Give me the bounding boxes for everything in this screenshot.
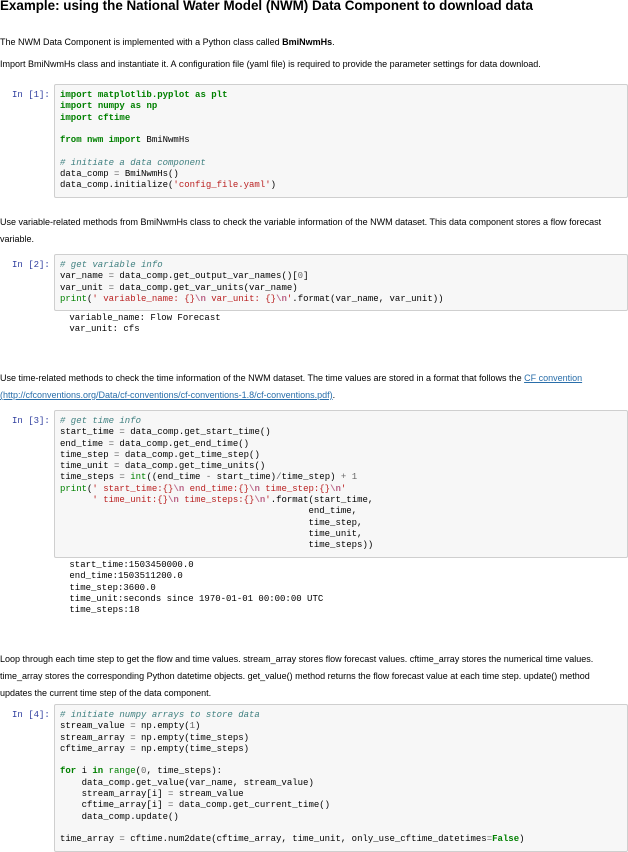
code-line — [60, 461, 627, 472]
code-token: 1 — [351, 472, 358, 483]
code-token: time_step:{} — [259, 483, 331, 494]
code-token: for — [60, 766, 77, 777]
code-token: time_unit, — [60, 528, 363, 539]
code-token: var_name — [60, 271, 109, 282]
code-line — [60, 158, 627, 169]
code-token: # initiate a data component — [60, 157, 206, 168]
cell-2-output — [64, 313, 624, 336]
code-line — [60, 271, 627, 282]
code-token: numpy — [97, 101, 125, 112]
code-line — [60, 766, 627, 777]
code-token: / — [276, 472, 282, 483]
code-token: data_comp.get_var_units(var_name) — [114, 282, 298, 293]
code-token: data_comp.get_value(var_name, stream_value) — [60, 777, 314, 788]
code-token: ( — [87, 483, 93, 494]
code-token: cftime — [97, 112, 131, 123]
cf-convention-link[interactable]: CF convention — [524, 373, 583, 383]
code-line — [60, 710, 627, 721]
code-token: \n — [195, 293, 206, 304]
code-line — [60, 113, 627, 124]
code-line — [60, 439, 627, 450]
code-line — [60, 294, 627, 305]
code-token: data_comp.get_current_time() — [173, 800, 331, 811]
code-token: = — [130, 732, 136, 743]
code-token: data_comp.get_output_var_names()[ — [114, 271, 298, 282]
code-token: ' — [286, 293, 293, 304]
code-line — [60, 180, 627, 191]
code-line — [60, 101, 627, 112]
code-token: time_array — [60, 834, 120, 845]
code-token: time_steps)) — [60, 540, 374, 551]
code-token: time_step, — [60, 517, 363, 528]
code-token: in — [92, 766, 104, 777]
code-token: time_steps:{} — [178, 495, 255, 506]
code-line — [60, 529, 627, 540]
code-cell-2[interactable] — [54, 254, 628, 311]
code-token: = — [119, 472, 125, 483]
code-token: ' start_time:{} — [92, 483, 174, 494]
code-token: , time_steps): — [146, 766, 223, 777]
code-token: i — [76, 766, 93, 777]
code-token: var_unit: {} — [205, 293, 277, 304]
cell-3-output — [64, 560, 624, 616]
code-token: import — [60, 101, 93, 112]
code-token: 1 — [189, 721, 196, 732]
code-token: ' variable_name: {} — [92, 293, 196, 304]
code-token: var_unit — [60, 282, 109, 293]
code-line — [60, 518, 627, 529]
cell-4-prompt: In [4]: — [12, 710, 50, 720]
code-token: = — [108, 438, 115, 449]
code-line — [60, 484, 627, 495]
code-line — [60, 778, 627, 789]
code-token: 0 — [141, 766, 147, 777]
output-line: time_unit:seconds since 1970-01-01 00:00:00 UTC — [64, 593, 324, 604]
code-line — [60, 755, 627, 766]
code-token: = — [119, 834, 125, 845]
code-token: data_comp.initialize( — [60, 180, 174, 191]
code-cell-4[interactable] — [54, 704, 628, 852]
code-token: import — [60, 112, 93, 123]
code-token: cftime_array — [60, 743, 131, 754]
code-token: range — [108, 766, 136, 777]
code-token: ) — [519, 834, 525, 845]
time-paragraph — [0, 370, 624, 404]
code-token: = — [168, 789, 174, 800]
code-token: ( — [135, 766, 142, 777]
code-token: start_time) — [211, 472, 277, 483]
code-token: ( — [87, 293, 93, 304]
code-token: data_comp.get_start_time() — [124, 427, 271, 438]
code-token: = — [108, 282, 115, 293]
code-token: as — [195, 90, 206, 100]
code-line — [60, 260, 627, 271]
code-token: time_step — [60, 449, 115, 460]
code-line — [60, 800, 627, 811]
time-suffix: . — [332, 390, 336, 400]
loop-paragraph: Loop through each time step to get the flow and time values. stream_array stores flow forecast values. cftime_array stores the numerical time values. time_array stores the corresponding Python datetime objects. get_value() method returns the flow forecast value at each time step. update() method updates the current time step of the data component. — [0, 654, 594, 698]
code-line — [60, 789, 627, 800]
code-token: + — [340, 472, 347, 483]
code-token: BmiNwmHs() — [119, 169, 179, 180]
code-token: np — [146, 101, 158, 112]
code-token: time_unit — [60, 461, 115, 472]
code-token: \n — [254, 495, 266, 506]
code-line — [60, 416, 627, 427]
cell-1-prompt: In [1]: — [12, 90, 50, 100]
code-line — [60, 283, 627, 294]
code-token: = — [168, 800, 174, 811]
code-line — [60, 812, 627, 823]
code-token: print — [60, 293, 88, 304]
code-token: data_comp.get_time_step() — [119, 449, 260, 460]
code-token: \n — [249, 483, 260, 494]
code-token: stream_value — [173, 789, 244, 800]
code-line — [60, 472, 627, 483]
code-token: 'config_file.yaml' — [173, 180, 271, 191]
code-line — [60, 733, 627, 744]
code-line — [60, 450, 627, 461]
code-token: 0 — [297, 271, 304, 282]
code-token: np.empty(time_steps) — [135, 732, 250, 743]
code-token: ) — [195, 721, 201, 732]
code-token: = — [119, 427, 125, 438]
code-token: cftime.num2date(cftime_array, time_unit, only_use_cftime_datetimes — [124, 834, 487, 845]
class-name: BmiNwmHs — [282, 37, 333, 47]
code-line — [60, 744, 627, 755]
code-line — [60, 540, 627, 551]
code-token: \n — [173, 483, 185, 494]
code-token: print — [60, 483, 88, 494]
code-token: ((end_time — [146, 472, 206, 483]
code-token: False — [492, 834, 520, 845]
code-token: ' time_unit:{} — [92, 495, 169, 506]
code-token: int — [130, 472, 147, 483]
code-token: data_comp — [60, 169, 115, 180]
code-token: plt — [211, 90, 228, 100]
code-token: \n — [276, 293, 287, 304]
code-line — [60, 721, 627, 732]
code-line — [60, 823, 627, 834]
code-line — [60, 169, 627, 180]
code-token: .format(var_name, var_unit)) — [292, 293, 444, 304]
code-token: start_time — [60, 427, 120, 438]
code-line — [60, 495, 627, 506]
output-line: start_time:1503450000.0 — [64, 560, 194, 570]
code-line — [60, 90, 627, 101]
code-token: .format(start_time, — [270, 495, 374, 506]
code-line — [60, 135, 627, 146]
cell-3-prompt: In [3]: — [12, 416, 50, 426]
code-token: np.empty(time_steps) — [135, 743, 250, 754]
code-token: data_comp.get_end_time() — [114, 438, 250, 449]
code-line — [60, 124, 627, 135]
variable-paragraph: Use variable-related methods from BmiNwmHs class to check the variable information of the NWM dataset. This data component stores a flow forecast variable. — [0, 217, 602, 244]
code-token: end_time, — [60, 506, 358, 517]
code-cell-3[interactable] — [54, 410, 628, 558]
code-token: BmiNwmHs — [141, 135, 190, 146]
code-token: = — [114, 449, 120, 460]
code-token: time_step) — [281, 472, 341, 483]
code-token: stream_array[i] — [60, 789, 169, 800]
code-line — [60, 834, 627, 845]
code-token: \n — [330, 483, 341, 494]
intro-prefix: The NWM Data Component is implemented with a Python class called — [0, 37, 283, 47]
cell-2-prompt: In [2]: — [12, 260, 50, 270]
code-token: = — [130, 721, 136, 732]
import-paragraph: Import BmiNwmHs class and instantiate it. A configuration file (yaml file) is required to provide the parameter settings for data download. — [0, 59, 541, 69]
code-cell-1[interactable] — [54, 84, 628, 198]
code-token: ' — [340, 483, 347, 494]
code-token: from — [60, 135, 82, 146]
code-line — [60, 427, 627, 438]
code-token: = — [130, 743, 136, 754]
code-token: = — [114, 169, 120, 180]
code-token: data_comp.update() — [60, 811, 179, 822]
output-line: variable_name: Flow Forecast — [64, 313, 221, 323]
time-prefix: Use time-related methods to check the time information of the NWM dataset. The time values are stored in a format that follows the — [0, 373, 525, 383]
code-token: = — [486, 834, 493, 845]
code-token: matplotlib.pyplot — [97, 90, 190, 100]
output-line: time_steps:18 — [64, 605, 140, 616]
code-line — [60, 146, 627, 157]
code-token: data_comp.get_time_units() — [119, 461, 266, 472]
code-token: \n — [168, 495, 179, 506]
code-token: as — [130, 101, 142, 112]
intro-paragraph — [0, 34, 624, 51]
code-token: np.empty( — [135, 721, 190, 732]
code-token: stream_array — [60, 732, 131, 743]
code-token: end_time — [60, 438, 109, 449]
page-title: Example: using the National Water Model (NWM) Data Component to download data — [0, 0, 533, 13]
code-token: = — [114, 461, 120, 472]
code-token: # initiate numpy arrays to store data — [60, 710, 260, 720]
code-token: ] — [303, 271, 309, 282]
code-token: # get variable info — [60, 260, 163, 270]
output-line: end_time:1503511200.0 — [64, 571, 183, 582]
code-token: cftime_array[i] — [60, 800, 169, 811]
code-token — [60, 495, 92, 505]
code-token: ) — [270, 180, 277, 191]
code-token: ' — [265, 495, 271, 506]
code-line — [60, 506, 627, 517]
code-token: import — [108, 135, 142, 146]
code-token: time_steps — [60, 472, 120, 483]
code-token: import — [60, 90, 93, 100]
output-line: var_unit: cfs — [64, 324, 140, 335]
intro-suffix: . — [332, 37, 335, 47]
code-token: end_time:{} — [184, 483, 250, 494]
code-token: = — [108, 271, 115, 282]
code-token: nwm — [87, 135, 104, 146]
cf-convention-url-link[interactable]: (http://cfconventions.org/Data/cf-conventions/cf-conventions-1.8/cf-conventions.pdf) — [0, 390, 333, 400]
code-token: - — [205, 472, 212, 483]
code-token: stream_value — [60, 721, 131, 732]
code-token: # get time info — [60, 416, 142, 426]
output-line: time_step:3600.0 — [64, 582, 156, 593]
